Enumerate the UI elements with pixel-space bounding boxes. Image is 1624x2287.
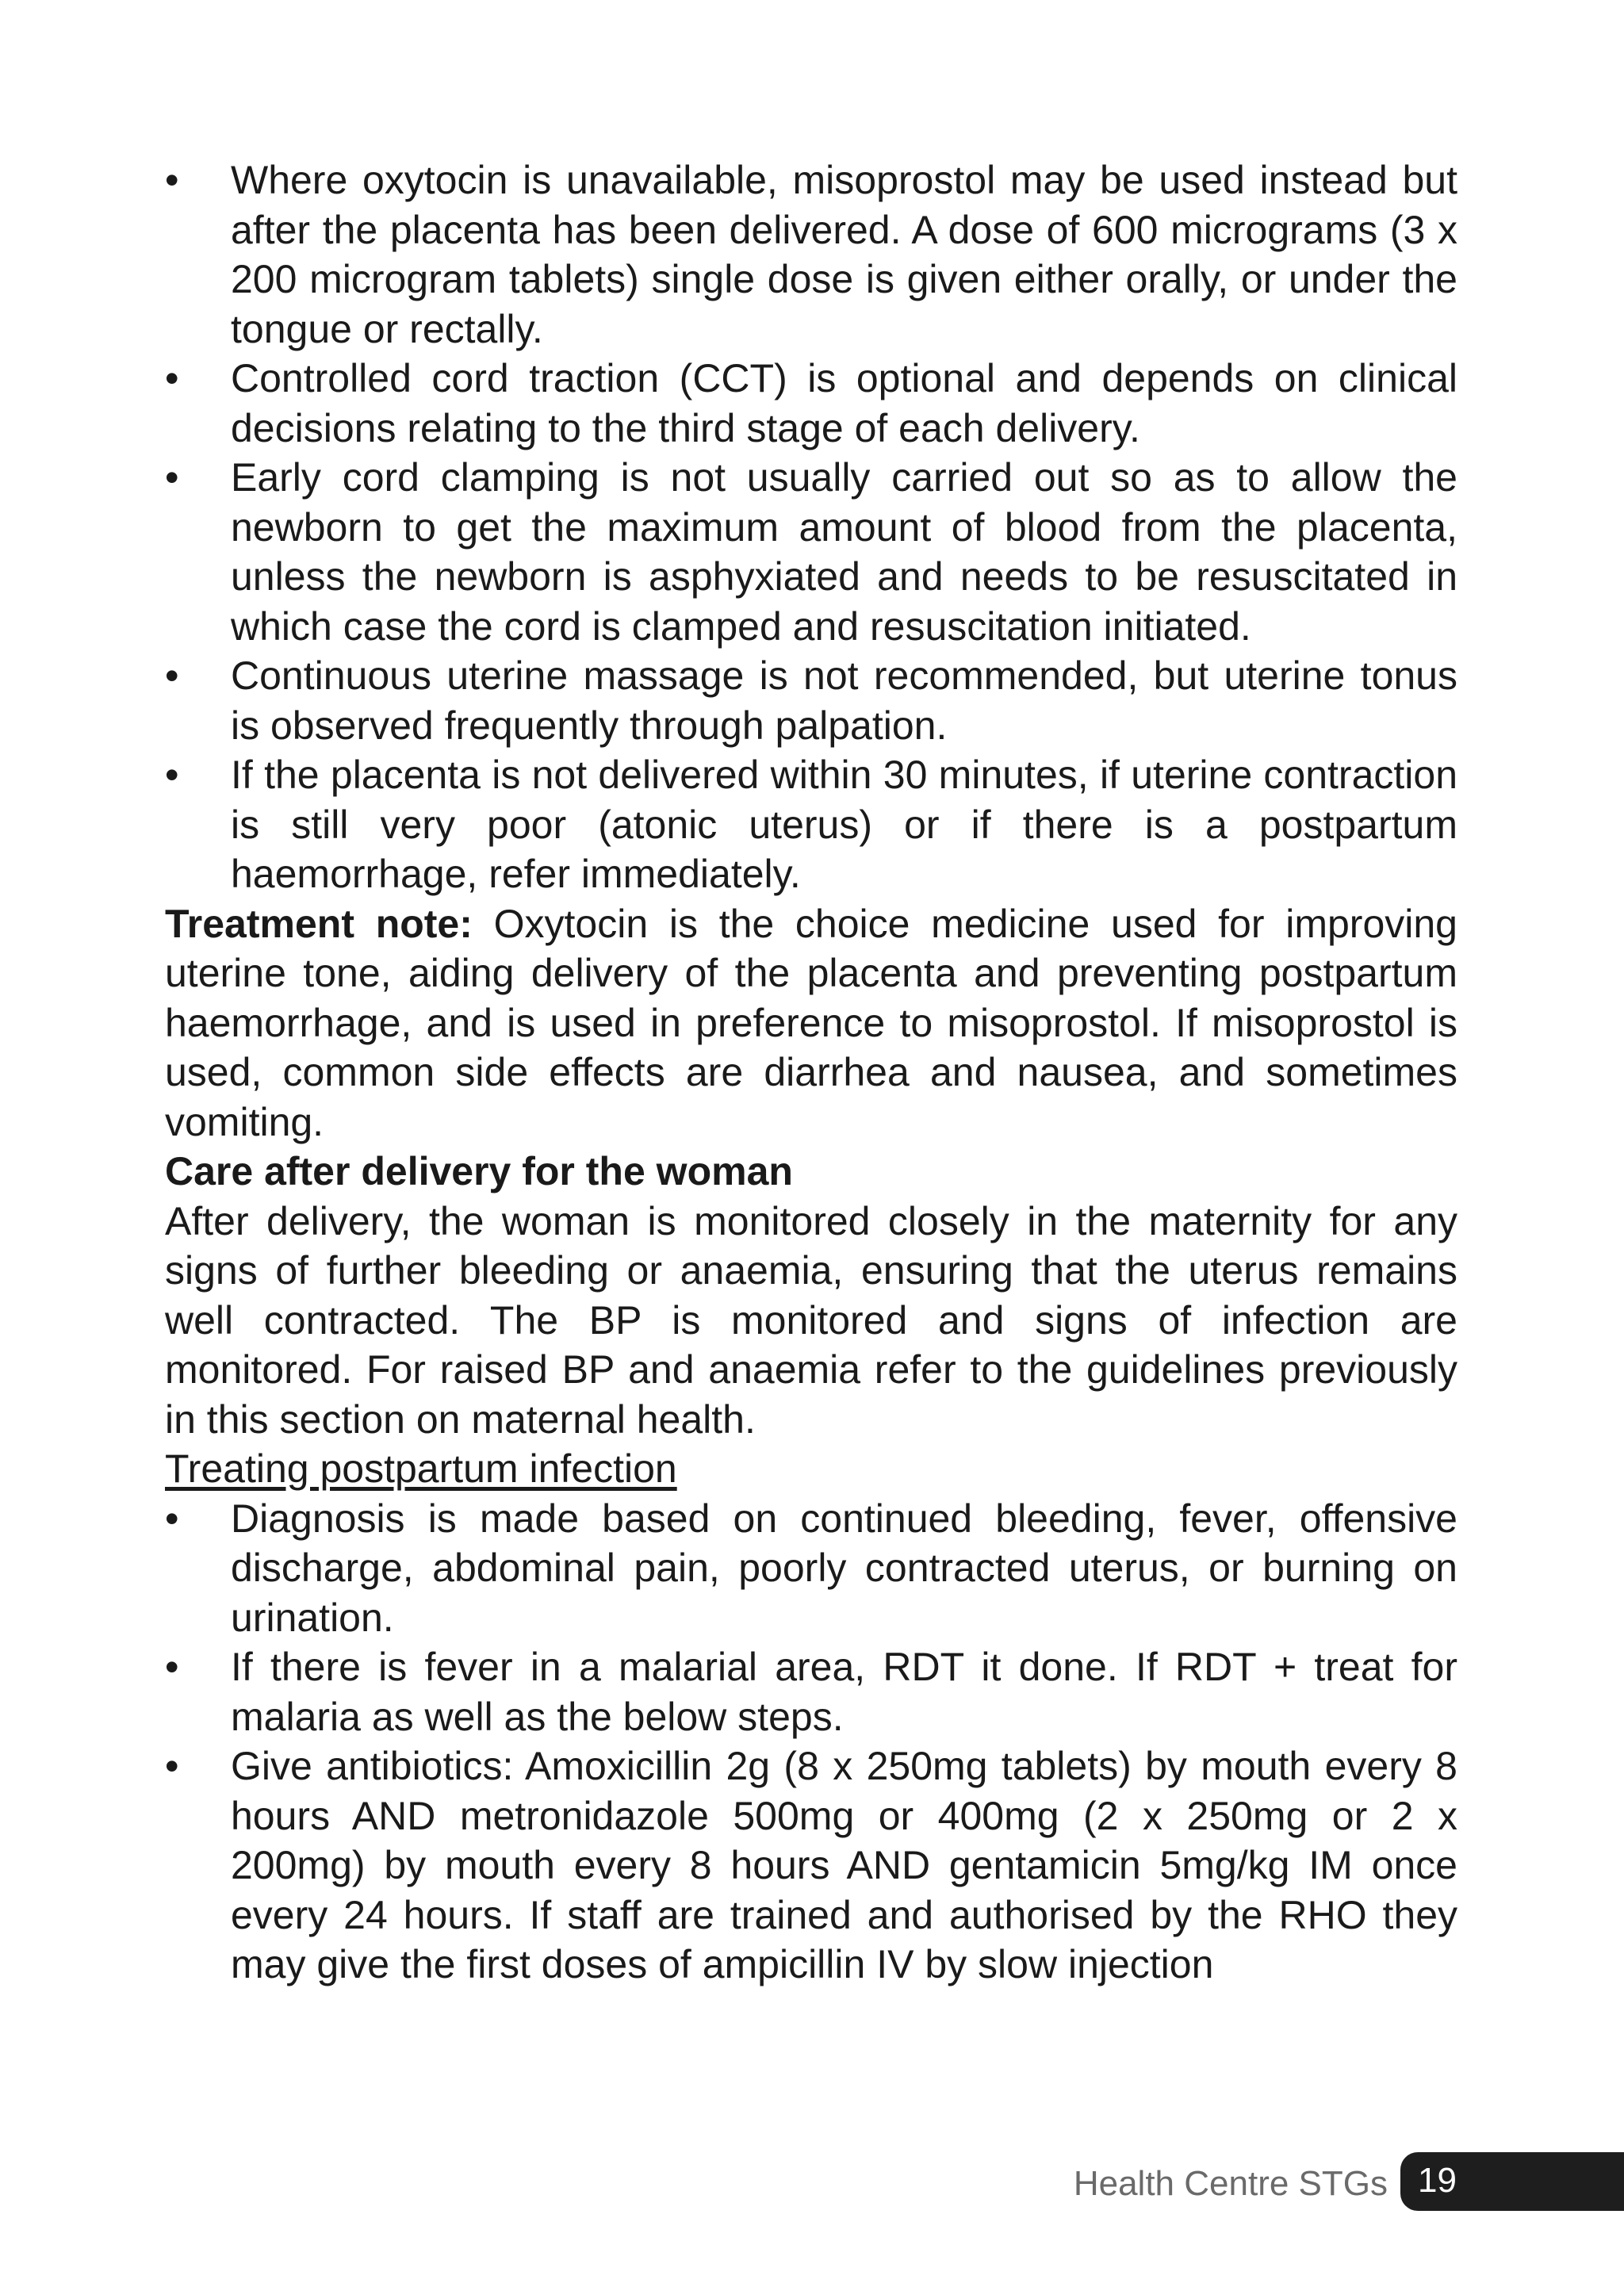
care-after-delivery-text: After delivery, the woman is monitored closely in the maternity for any signs of further bleeding or anaemia, ensuring that the uterus remains well contracted. The BP is monitored and signs of infection are monitored. For raised BP and anaemia refer to the guidelines previously in this section on maternal health. <box>165 1198 1457 1442</box>
treatment-note-paragraph <box>165 899 1457 1147</box>
list-item-text: Give antibiotics: Amoxicillin 2g (8 x 250mg tablets) by mouth every 8 hours AND metronidazole 500mg or 400mg (2 x 250mg or 2 x 200mg) by mouth every 8 hours AND gentamicin 5mg/kg IM once every 24 hours. If staff are trained and authorised by the RHO they may give the first doses of ampicillin IV by slow injection <box>231 1744 1457 1986</box>
list-item-text: Diagnosis is made based on continued bleeding, fever, offensive discharge, abdominal pain, poorly contracted uterus, or burning on urination. <box>231 1496 1457 1640</box>
list-item-text: Early cord clamping is not usually carried out so as to allow the newborn to get the maximum amount of blood from the placenta, unless the newborn is asphyxiated and needs to be resuscitated in which case the cord is clamped and resuscitation initiated. <box>231 455 1457 649</box>
bullet-list-third-stage <box>165 155 1457 899</box>
list-item-text: Continuous uterine massage is not recommended, but uterine tonus is observed frequently through palpation. <box>231 653 1457 748</box>
treatment-note-text: Oxytocin is the choice medicine used for improving uterine tone, aiding delivery of the placenta and preventing postpartum haemorrhage, and is used in preference to misoprostol. If misoprostol is used, common side effects are diarrhea and nausea, and sometimes vomiting. <box>165 901 1457 1144</box>
bullet-icon: • <box>165 356 179 400</box>
bullet-icon: • <box>165 1744 179 1788</box>
list-item-text: Where oxytocin is unavailable, misoprostol may be used instead but after the placenta has been delivered. A dose of 600 micrograms (3 x 200 microgram tablets) single dose is given either orally, or under the tongue or rectally. <box>231 158 1457 351</box>
page-number-tab <box>1400 2152 1624 2211</box>
bullet-icon: • <box>165 1645 179 1689</box>
list-item-text: If the placenta is not delivered within 30 minutes, if uterine contraction is still very poor (atonic uterus) or if there is a postpartum haemorrhage, refer immediately. <box>231 753 1457 896</box>
postpartum-infection-heading: Treating postpartum infection <box>165 1446 677 1491</box>
bullet-icon: • <box>165 653 179 698</box>
bullet-list-postpartum-infection <box>165 1494 1457 1990</box>
bullet-icon: • <box>165 753 179 797</box>
list-item <box>165 651 1457 750</box>
page-footer <box>0 2152 1624 2216</box>
list-item-text: If there is fever in a malarial area, RDT it done. If RDT + treat for malaria as well as the below steps. <box>231 1645 1457 1739</box>
list-item <box>165 354 1457 453</box>
list-item <box>165 453 1457 651</box>
list-item <box>165 1741 1457 1990</box>
list-item <box>165 155 1457 354</box>
page-number: 19 <box>1418 2161 1457 2200</box>
list-item-text: Controlled cord traction (CCT) is optional and depends on clinical decisions relating to the third stage of each delivery. <box>231 356 1457 450</box>
list-item <box>165 1494 1457 1643</box>
document-body <box>165 155 1457 1990</box>
list-item <box>165 750 1457 899</box>
footer-label: Health Centre STGs <box>1073 2164 1388 2203</box>
bullet-icon: • <box>165 1496 179 1541</box>
bullet-icon: • <box>165 455 179 500</box>
bullet-icon: • <box>165 158 179 202</box>
treatment-note-label: Treatment note: <box>165 901 473 946</box>
care-after-delivery-heading: Care after delivery for the woman <box>165 1149 793 1193</box>
list-item <box>165 1642 1457 1741</box>
